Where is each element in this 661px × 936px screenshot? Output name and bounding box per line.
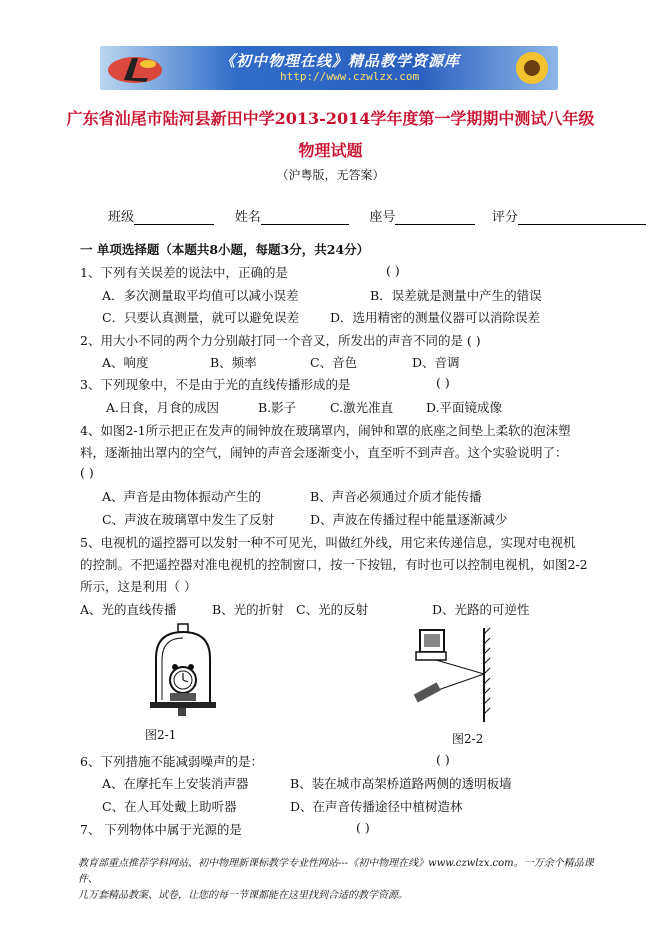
q2-option-d: D、音调 (412, 355, 460, 370)
q1-option-c: C．只要认真测量，就可以避免误差 (102, 310, 300, 325)
exam-title: 广东省汕尾市陆河县新田中学2013-2014学年度第一学期期中测试八年级 (66, 109, 595, 128)
exam-subject-title: 物理试题 (298, 141, 363, 160)
student-info-row (108, 206, 646, 225)
q5-option-c: C、光的反射 (296, 602, 369, 617)
name-field[interactable] (261, 211, 349, 225)
tv-remote-reflection-figure (408, 626, 500, 724)
q5-option-b: B、光的折射 (212, 602, 284, 617)
q6-option-a: A、在摩托车上安装消声器 (102, 776, 249, 791)
q1-option-b: B．误差就是测量中产生的错误 (370, 288, 542, 303)
score-label: 评分 (491, 210, 518, 225)
q4-stem-line2: 料，逐渐抽出罩内的空气，闹钟的声音会逐渐变小，直至听不到声音。这个实验说明了： (80, 445, 568, 460)
q2-stem: 2、用大小不同的两个力分别敲打同一个音叉，所发出的声音不同的是 ( ) (80, 333, 481, 348)
footer-line-1: 教育部重点推荐学科网站、初中物理新课标教学专业性网站---《初中物理在线》www.czwlzx.com。一万余个精品课件、 (78, 858, 594, 885)
q5-stem-line2: 的控制。不把遥控器对准电视机的控制窗口，按一下按钮，有时也可以控制电视机，如图2-2 (80, 557, 588, 572)
q4-stem-line1: 4、如图2-1所示把正在发声的闹钟放在玻璃罩内，闹钟和罩的底座之间垫上柔软的泡沫塑 (80, 423, 571, 438)
section-heading: 一 单项选择题（本题共8小题，每题3分，共24分） (80, 242, 370, 257)
q4-option-d: D、声波在传播过程中能量逐渐减少 (310, 512, 508, 527)
q6-option-c: C、在人耳处戴上助听器 (102, 799, 237, 814)
q7-stem: 7、 下列物体中属于光源的是 (80, 822, 242, 837)
q7-answer-paren: ( ) (356, 820, 370, 835)
q5-option-a: A、光的直线传播 (80, 602, 177, 617)
q1-option-d: D．选用精密的测量仪器可以消除误差 (330, 310, 541, 325)
seat-label: 座号 (369, 210, 396, 225)
banner-url[interactable]: http://www.czwlzx.com (280, 70, 420, 83)
q5-stem-line3: 所示，这是利用（ ） (80, 579, 197, 594)
page-footer (78, 856, 598, 904)
logo-icon (104, 50, 166, 86)
q3-option-d: D.平面镜成像 (426, 400, 503, 415)
class-field[interactable] (134, 211, 214, 225)
q5-option-d: D、光路的可逆性 (432, 602, 530, 617)
q6-stem: 6、下列措施不能减弱噪声的是： (80, 754, 263, 769)
q6-option-b: B、装在城市高架桥道路两侧的透明板墙 (290, 776, 512, 791)
footer-line-2: 几万套精品教案、试卷，让您的每一节课都能在这里找到合适的教学资源。 (78, 890, 408, 901)
q3-option-a: A.日食，月食的成因 (106, 400, 220, 415)
q4-option-c: C、声波在玻璃罩中发生了反射 (102, 512, 275, 527)
q2-option-a: A、响度 (102, 355, 149, 370)
score-field[interactable] (518, 211, 646, 225)
q1-option-a: A．多次测量取平均值可以减小误差 (102, 288, 299, 303)
q6-answer-paren: ( ) (436, 752, 450, 767)
q4-answer-paren: ( ) (80, 465, 94, 480)
q1-stem: 1、下列有关误差的说法中，正确的是 (80, 265, 288, 280)
q1-answer-paren: ( ) (386, 263, 400, 278)
sunflower-icon (512, 48, 552, 88)
q6-option-d: D、在声音传播途径中植树造林 (290, 799, 463, 814)
q3-option-c: C.激光准直 (330, 400, 394, 415)
q3-option-b: B.影子 (258, 400, 297, 415)
seat-field[interactable] (395, 211, 475, 225)
header-banner (100, 46, 558, 90)
q4-option-b: B、声音必须通过介质才能传播 (310, 489, 482, 504)
class-label: 班级 (108, 210, 135, 225)
banner-title: 《初中物理在线》精品教学资源库 (220, 52, 461, 70)
q5-stem-line1: 5、电视机的遥控器可以发射一种不可见光，叫做红外线，用它来传递信息，实现对电视机 (80, 535, 576, 550)
figure-2-1-caption: 图2-1 (145, 728, 177, 742)
figure-2-2-caption: 图2-2 (452, 732, 484, 746)
exam-edition: （沪粤版，无答案） (276, 168, 385, 182)
bell-jar-figure (148, 622, 218, 722)
name-label: 姓名 (234, 210, 261, 225)
q2-option-b: B、频率 (210, 355, 257, 370)
q2-option-c: C、音色 (310, 355, 358, 370)
q4-option-a: A、声音是由物体振动产生的 (102, 489, 262, 504)
q3-answer-paren: ( ) (436, 375, 450, 390)
q3-stem: 3、下列现象中，不是由于光的直线传播形成的是 (80, 377, 351, 392)
